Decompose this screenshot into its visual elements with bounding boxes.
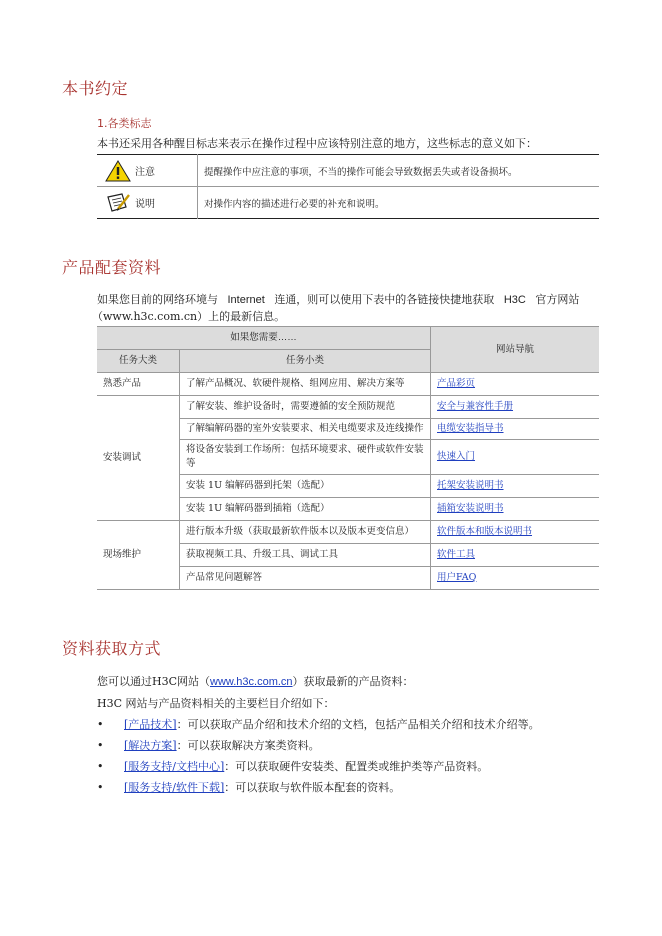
link-safety-manual[interactable]: 安全与兼容性手册 (437, 401, 514, 412)
list-item (97, 737, 540, 758)
table-row (97, 521, 599, 544)
list-item (97, 758, 540, 779)
intro-part-c: 连通，则可以使用下表中的各链接快捷地获取 (274, 293, 495, 306)
link-quick-start[interactable]: 快速入门 (437, 451, 476, 462)
documentation-intro-line1 (97, 291, 599, 309)
documentation-nav-table (97, 326, 599, 590)
task-sub-cell: 安装 1U 编解码器到插箱（选配） (180, 498, 431, 521)
task-sub-cell: 进行版本升级（获取最新软件版本以及版本更变信息） (180, 521, 431, 544)
bullet-dot-icon: • (97, 781, 104, 794)
link-software-tools[interactable]: 软件工具 (437, 549, 476, 560)
access-line1-a: 您可以通过H3C网站（ (97, 675, 211, 688)
sign-desc-note: 对操作内容的描述进行必要的补充和说明。 (204, 198, 385, 210)
access-line2: H3C 网站与产品资料相关的主要栏目介绍如下： (97, 697, 335, 710)
subsection-title-signs: 1.各类标志 (97, 117, 152, 130)
link-chassis-install[interactable]: 插箱安装说明书 (437, 503, 504, 514)
section-title-conventions: 本书约定 (62, 79, 129, 98)
bullet-list (97, 716, 540, 800)
link-software-release[interactable]: 软件版本和版本说明书 (437, 526, 533, 537)
task-sub-cell: 将设备安装到工作场所：包括环境要求、硬件或软件安装等 (180, 440, 431, 475)
sign-label-caution: 注意 (135, 167, 155, 178)
link-user-faq[interactable]: 用户FAQ (437, 572, 477, 583)
list-item (97, 779, 540, 800)
bullet-dot-icon: • (97, 760, 104, 773)
header-if-you-need: 如果您需要…… (97, 327, 431, 350)
header-task-category: 任务大类 (97, 350, 180, 373)
list-item (97, 716, 540, 737)
task-category-cell: 安装调试 (97, 396, 180, 521)
bullet-link-products[interactable]: [产品技术] (124, 718, 177, 731)
task-sub-cell: 了解编解码器的室外安装要求、相关电缆要求及连线操作 (180, 419, 431, 440)
bullet-link-doc-center[interactable]: [服务支持/文档中心] (124, 760, 225, 773)
bullet-text: ：可以获取硬件安装类、配置类或维护类等产品资料。 (224, 760, 489, 773)
section-title-access: 资料获取方式 (62, 639, 162, 658)
task-sub-cell: 安装 1U 编解码器到托架（选配） (180, 475, 431, 498)
task-category-cell: 熟悉产品 (97, 373, 180, 396)
link-product-brochure[interactable]: 产品彩页 (437, 378, 476, 389)
signs-table (97, 154, 599, 219)
access-line1-b: ）获取最新的产品资料： (292, 675, 414, 688)
note-icon (105, 192, 131, 214)
intro-part-a: 如果您目前的网络环境与 (97, 293, 218, 306)
bullet-text: ：可以获取解决方案类资料。 (176, 739, 320, 752)
intro-part-e: 官方网站 (535, 293, 580, 306)
bullet-text: ：可以获取与软件版本配套的资料。 (224, 781, 401, 794)
task-sub-cell: 了解产品概况、软硬件规格、组网应用、解决方案等 (180, 373, 431, 396)
task-sub-cell: 了解安装、维护设备时，需要遵循的安全预防规范 (180, 396, 431, 419)
bullet-dot-icon: • (97, 739, 104, 752)
h3c-website-link[interactable]: www.h3c.com.cn (210, 676, 293, 688)
table-row (97, 396, 599, 419)
sign-row-note (97, 187, 599, 219)
link-cable-guide[interactable]: 电缆安装指导书 (437, 423, 504, 434)
header-task-subcategory: 任务小类 (180, 350, 431, 373)
task-category-cell: 现场维护 (97, 521, 180, 590)
sign-desc-caution: 提醒操作中应注意的事项，不当的操作可能会导致数据丢失或者设备损坏。 (198, 155, 600, 187)
bullet-dot-icon: • (97, 718, 104, 731)
warning-icon (105, 160, 131, 182)
bullet-text: ：可以获取产品介绍和技术介绍的文档，包括产品相关介绍和技术介绍等。 (176, 718, 540, 731)
intro-part-internet: Internet (227, 294, 265, 306)
header-site-nav: 网站导航 (431, 327, 600, 373)
sign-label-note: 说明 (135, 199, 155, 210)
bullet-link-solutions[interactable]: [解决方案] (124, 739, 177, 752)
table-row (97, 373, 599, 396)
task-sub-cell: 获取视频工具、升级工具、调试工具 (180, 544, 431, 567)
signs-intro: 本书还采用各种醒目标志来表示在操作过程中应该特别注意的地方，这些标志的意义如下： (97, 137, 537, 150)
link-bracket-install[interactable]: 托架安装说明书 (437, 480, 504, 491)
sign-row-caution (97, 155, 599, 187)
task-sub-cell: 产品常见问题解答 (180, 567, 431, 590)
section-title-documentation: 产品配套资料 (62, 258, 162, 277)
intro-part-h3c: H3C (503, 294, 526, 306)
documentation-intro-line2: （www.h3c.com.cn）上的最新信息。 (92, 310, 286, 323)
bullet-link-software-download[interactable]: [服务支持/软件下载] (124, 781, 225, 794)
access-line1 (97, 673, 414, 691)
